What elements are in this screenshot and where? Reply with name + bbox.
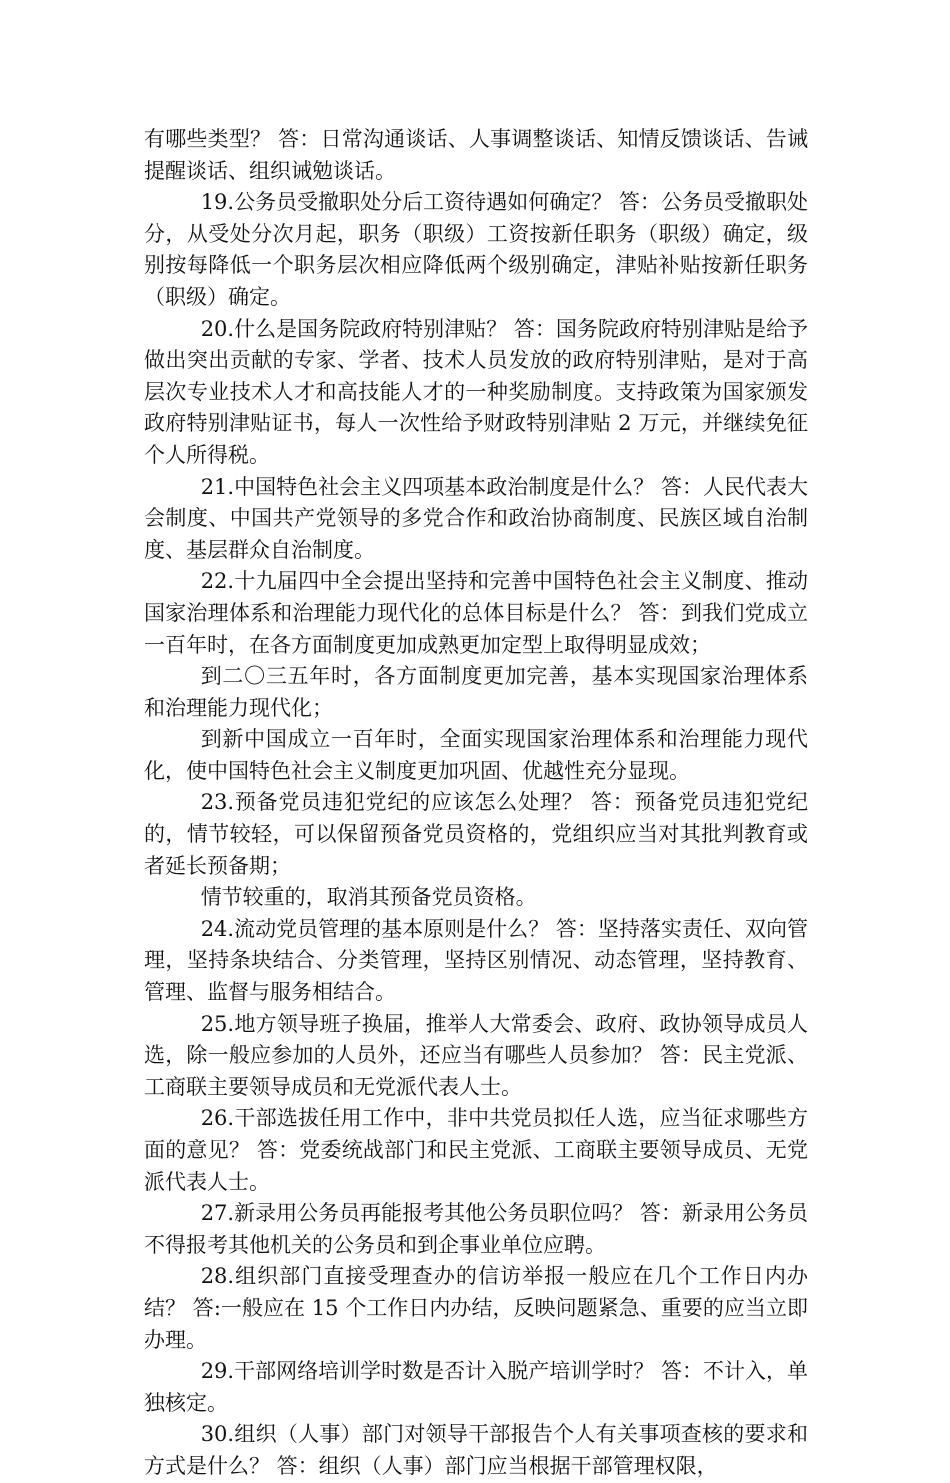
paragraph-19: 19.公务员受撤职处分后工资待遇如何确定？ 答：公务员受撤职处分，从受处分次月起，职务（职级）工资按新任职务（职级）确定，级别按每降低一个职务层次相应降低两个级别确定，津贴补贴按新任职务（职级）确定。: [144, 190, 808, 309]
paragraph-26: 26.干部选拔任用工作中，非中共党员拟任人选，应当征求哪些方面的意见？ 答：党委统战部门和民主党派、工商联主要领导成员、无党派代表人士。: [144, 1106, 808, 1194]
paragraph-22-part-3: 到新中国成立一百年时，全面实现国家治理体系和治理能力现代化，使中国特色社会主义制度更加巩固、优越性充分显现。: [144, 727, 808, 783]
paragraph-22-part-2: 到二〇三五年时，各方面制度更加完善，基本实现国家治理体系和治理能力现代化；: [144, 664, 808, 720]
paragraph-23: 23.预备党员违犯党纪的应该怎么处理？ 答：预备党员违犯党纪的，情节较轻，可以保留预备党员资格的，党组织应当对其批判教育或者延长预备期；: [144, 790, 808, 878]
paragraph-27: 27.新录用公务员再能报考其他公务员职位吗？ 答：新录用公务员不得报考其他机关的公务员和到企事业单位应聘。: [144, 1201, 808, 1257]
paragraph-30: 30.组织（人事）部门对领导干部报告个人有关事项查核的要求和方式是什么？ 答：组织（人事）部门应当根据干部管理权限，: [144, 1422, 808, 1478]
paragraph-20: 20.什么是国务院政府特别津贴？ 答：国务院政府特别津贴是给予做出突出贡献的专家、学者、技术人员发放的政府特别津贴，是对于高层次专业技术人才和高技能人才的一种奖励制度。支持政策为国家颁发政府特别津贴证书，每人一次性给予财政特别津贴 2 万元，并继续免征个人所得税。: [144, 316, 808, 467]
paragraph-24: 24.流动党员管理的基本原则是什么？ 答：坚持落实责任、双向管理，坚持条块结合、分类管理，坚持区别情况、动态管理，坚持教育、管理、监督与服务相结合。: [144, 916, 808, 1005]
paragraph-23-part-2: 情节较重的，取消其预备党员资格。: [200, 885, 537, 910]
paragraph-29: 29.干部网络培训学时数是否计入脱产培训学时？ 答：不计入，单独核定。: [144, 1359, 808, 1415]
paragraph-28: 28.组织部门直接受理查办的信访举报一般应在几个工作日内办结？ 答:一般应在 15 个工作日内办结，反映问题紧急、重要的应当立即办理。: [144, 1264, 808, 1352]
paragraph-21: 21.中国特色社会主义四项基本政治制度是什么？ 答：人民代表大会制度、中国共产党领导的多党合作和政治协商制度、民族区域自治制度、基层群众自治制度。: [144, 474, 808, 562]
paragraph-22: 22.十九届四中全会提出坚持和完善中国特色社会主义制度、推动国家治理体系和治理能力现代化的总体目标是什么？ 答：到我们党成立一百年时，在各方面制度更加成熟更加定型上取得明显成效；: [144, 569, 808, 657]
paragraph-18-continued: 有哪些类型？ 答：日常沟通谈话、人事调整谈话、知情反馈谈话、告诫提醒谈话、组织诫勉谈话。: [144, 127, 808, 183]
document-page: [144, 124, 808, 1483]
paragraph-25: 25.地方领导班子换届，推举人大常委会、政府、政协领导成员人选，除一般应参加的人员外，还应当有哪些人员参加？ 答：民主党派、工商联主要领导成员和无党派代表人士。: [144, 1011, 808, 1099]
